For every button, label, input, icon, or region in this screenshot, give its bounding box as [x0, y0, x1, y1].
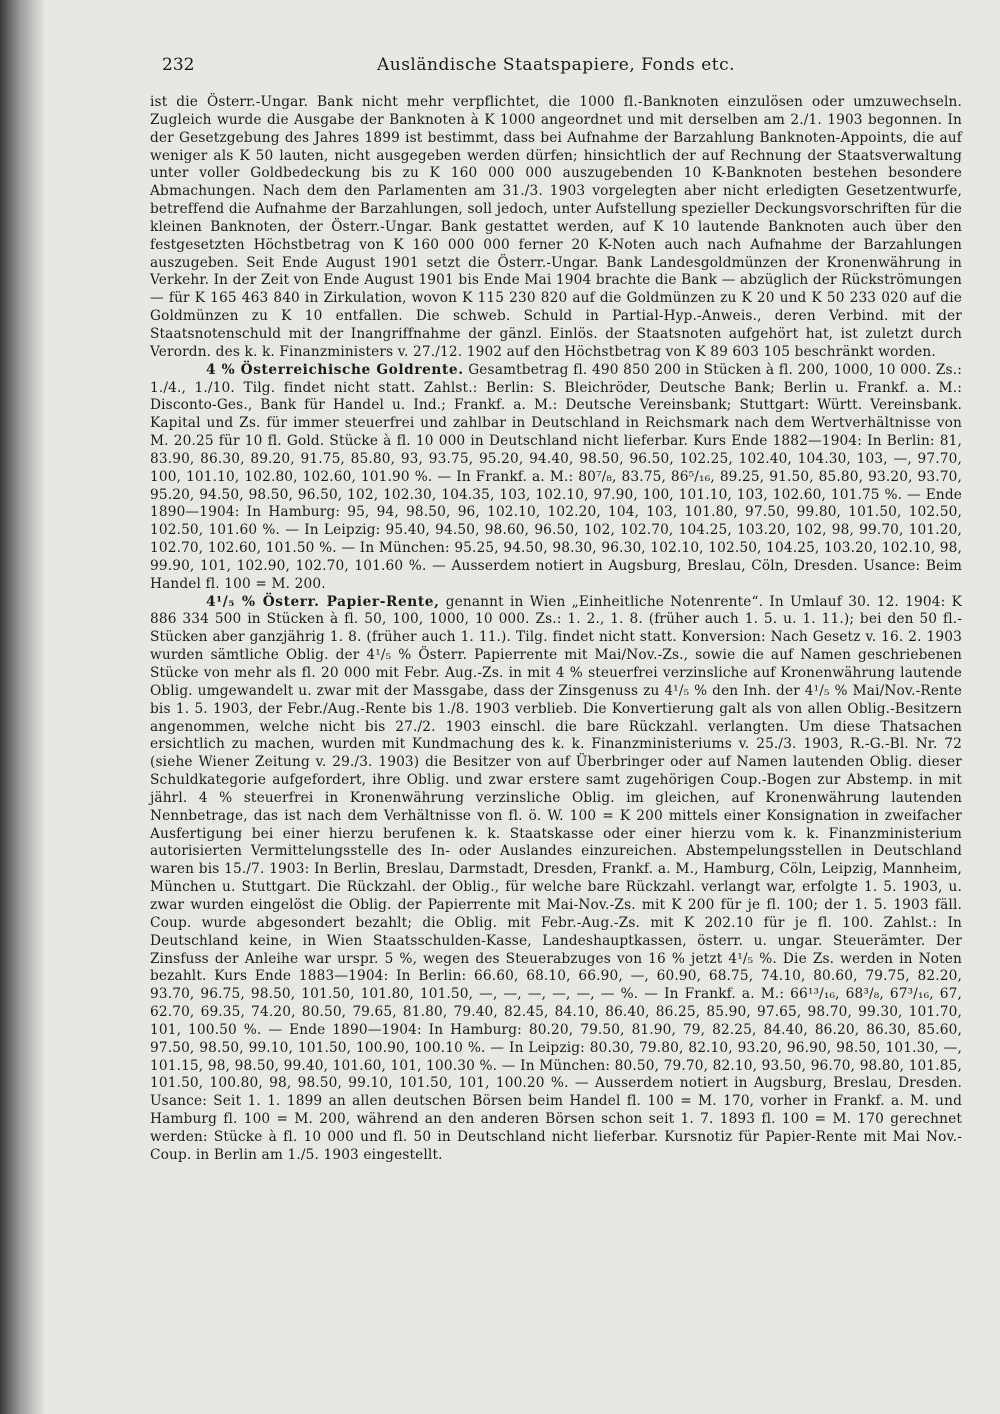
book-page	[150, 50, 962, 1390]
section-heading-goldrente: 4 % Österreichische Goldrente.	[206, 361, 464, 378]
paragraph-text: Gesamtbetrag fl. 490 850 200 in Stücken à fl. 200, 1000, 10 000. Zs.: 1./4., 1./10. Tilg. findet nicht statt. Zahlst.: Berlin: S. Bleichröder, Deutsche Bank; Berlin u. Frankf. a. M.: Disconto-Ges., Bank für Handel u. Ind.; Frankf. a. M.: Deutsche Vereinsbank; Stuttgart: Württ. Vereinsbank. Kapital und Zs. für immer steuerfrei und zahlbar in Deutschland in Reichsmark nach dem Wertverhältnisse von M. 20.25 für 10 fl. Gold. Stücke à fl. 10 000 in Deutschland nicht lieferbar. Kurs Ende 1882—1904: In Berlin: 81, 83.90, 86.30, 89.20, 91.75, 85.80, 93, 93.75, 95.20, 94.40, 98.50, 96.50, 102.25, 102.40, 104.30, 103, —, 97.70, 100, 101.10, 102.80, 102.60, 101.90 %. — In Frankf. a. M.: 80⁷/₈, 83.75, 86⁵/₁₆, 89.25, 91.50, 85.80, 93.20, 93.70, 95.20, 94.50, 98.50, 96.50, 102, 102.30, 104.35, 103, 102.10, 97.90, 100, 101.10, 103, 102.60, 101.75 %. — Ende 1890—1904: In Hamburg: 95, 94, 98.50, 96, 102.10, 102.20, 104, 103, 101.80, 97.50, 99.80, 101.50, 102.50, 102.50, 101.60 %. — In Leipzig: 95.40, 94.50, 98.60, 96.50, 102, 102.70, 104.25, 103.20, 102, 98, 99.70, 101.20, 102.70, 102.60, 101.50 %. — In München: 95.25, 94.50, 98.30, 96.30, 102.10, 102.50, 104.25, 103.20, 102.10, 98, 99.90, 101, 102.90, 102.70, 101.60 %. — Ausserdem notiert in Augsburg, Breslau, Cöln, Dresden. Usance: Beim Handel fl. 100 = M. 200.	[150, 361, 962, 592]
paragraph-text: ist die Österr.-Ungar. Bank nicht mehr verpflichtet, die 1000 fl.-Banknoten einzulösen oder umzuwechseln. Zugleich wurde die Ausgabe der Banknoten à K 1000 angeordnet und mit derselben am 2./1. 1903 begonnen. In der Gesetzgebung des Jahres 1899 ist bestimmt, dass bei Aufnahme der Barzahlung Banknoten-Appoints, die auf weniger als K 50 lauten, nicht ausgegeben werden dürfen; hinsichtlich der auf Rechnung der Staatsverwaltung unter voller Goldbedeckung bis zu K 160 000 000 auszugebenden 10 K-Banknoten bestehen besondere Abmachungen. Nach dem den Parlamenten am 31./3. 1903 vorgelegten aber nicht erledigten Gesetzentwurfe, betreffend die Aufnahme der Barzahlungen, soll jedoch, unter Aufstellung spezieller Deckungsvorschriften für die kleinen Banknoten, der Österr.-Ungar. Bank gestattet werden, auf K 10 lautende Banknoten auch über den festgesetzten Höchstbetrag von K 160 000 000 ferner 20 K-Noten auch nach Aufnahme der Barzahlungen auszugeben. Seit Ende August 1901 setzt die Österr.-Ungar. Bank Landesgoldmünzen der Kronenwährung in Verkehr. In der Zeit von Ende August 1901 bis Ende Mai 1904 brachte die Bank — abzüglich der Rückströmungen — für K 165 463 840 in Zirkulation, wovon K 115 230 820 auf die Goldmünzen zu K 20 und K 50 233 020 auf die Goldmünzen zu K 10 entfallen. Die schweb. Schuld in Partial-Hyp.-Anweis., deren Verbind. mit der Staatsnotenschuld mit der Inangriffnahme der gänzl. Einlös. der Staatsnoten aufgehört hat, ist zuletzt durch Verordn. des k. k. Finanzministers v. 27./12. 1902 auf den Höchstbetrag von K 89 603 105 beschränkt worden.	[150, 94, 962, 360]
scan-edge-shadow	[0, 0, 46, 1414]
page-header	[150, 50, 962, 80]
paragraph-papier-rente	[150, 594, 962, 1165]
body-text	[150, 94, 962, 1165]
running-title: Ausländische Staatspapiere, Fonds etc.	[376, 55, 736, 75]
paragraph-text: genannt in Wien „Einheitliche Notenrente“. In Umlauf 30. 12. 1904: K 886 334 500 in Stücken à fl. 50, 100, 1000, 10 000. Zs.: 1. 2., 1. 8. (früher auch 1. 5. u. 1. 11.); bei den 50 fl.-Stücken aber ganzjährig 1. 8. (früher auch 1. 11.). Tilg. findet nicht statt. Konversion: Nach Gesetz v. 16. 2. 1903 wurden sämtliche Oblig. der 4¹/₅ % Österr. Papierrente mit Mai/Nov.-Zs., sowie die auf Namen geschriebenen Stücke von mehr als fl. 20 000 mit Febr. Aug.-Zs. in mit 4 % steuerfrei verzinsliche auf Kronenwährung lautende Oblig. umgewandelt u. zwar mit der Massgabe, dass der Zinsgenuss zu 4¹/₅ % den Inh. der 4¹/₅ % Mai/Nov.-Rente bis 1. 5. 1903, der Febr./Aug.-Rente bis 1./8. 1903 verblieb. Die Konvertierung galt als von allen Oblig.-Besitzern angenommen, welche nicht bis 27./2. 1903 einschl. die bare Rückzahl. verlangten. Um diese Thatsachen ersichtlich zu machen, wurden mit Kundmachung des k. k. Finanzministeriums v. 25./3. 1903, R.-G.-Bl. Nr. 72 (siehe Wiener Zeitung v. 29./3. 1903) die Besitzer von auf Überbringer oder auf Namen lautenden Oblig. dieser Schuldkategorie aufgefordert, ihre Oblig. und zwar erstere samt zugehörigen Coup.-Bogen zur Abstemp. in mit jährl. 4 % steuerfrei in Kronenwährung verzinsliche Oblig. im gleichen, auf Kronenwährung lautenden Nennbetrage, das ist nach dem Verhältnisse von fl. ö. W. 100 = K 200 mittels einer Konsignation in zweifacher Ausfertigung bei einer hierzu berufenen k. k. Staatskasse oder einer hierzu vom k. k. Finanzministerium autorisierten Vermittelungsstelle des In- oder Auslandes einzureichen. Abstempelungsstellen in Deutschland waren bis 15./7. 1903: In Berlin, Breslau, Darmstadt, Dresden, Frankf. a. M., Hamburg, Cöln, Leipzig, Mannheim, München u. Stuttgart. Die Rückzahl. der Oblig., für welche bare Rückzahl. verlangt war, erfolgte 1. 5. 1903, u. zwar wurden eingelöst die Oblig. der Papierrente mit Mai-Nov.-Zs. mit K 200 für je fl. 100; der 1. 5. 1903 fäll. Coup. wurde abgesondert bezahlt; die Oblig. mit Febr.-Aug.-Zs. mit K 202.10 für je fl. 100. Zahlst.: In Deutschland keine, in Wien Staatsschulden-Kasse, Landeshauptkassen, österr. u. ungar. Steuerämter. Der Zinsfuss der Anleihe war urspr. 5 %, wegen des Steuerabzuges von 16 % jetzt 4¹/₅ %. Die Zs. werden in Noten bezahlt. Kurs Ende 1883—1904: In Berlin: 66.60, 68.10, 66.90, —, 60.90, 68.75, 74.10, 80.60, 79.75, 82.20, 93.70, 96.75, 98.50, 101.50, 101.80, 101.50, —, —, —, —, —, — %. — In Frankf. a. M.: 66¹³/₁₆, 68³/₈, 67³/₁₆, 67, 62.70, 69.35, 74.20, 80.50, 79.65, 81.80, 79.40, 82.45, 84.10, 86.40, 86.25, 85.90, 97.65, 98.70, 99.30, 101.70, 101, 100.50 %. — Ende 1890—1904: In Hamburg: 80.20, 79.50, 81.90, 79, 82.25, 84.40, 86.20, 86.30, 85.60, 97.50, 98.50, 99.10, 101.50, 100.90, 100.10 %. — In Leipzig: 80.30, 79.80, 82.10, 93.20, 96.90, 98.50, 101.30, —, 101.15, 98, 98.50, 99.40, 101.60, 101, 100.30 %. — In München: 80.50, 79.70, 82.10, 93.50, 96.70, 98.80, 101.85, 101.50, 100.80, 98, 98.50, 99.10, 101.50, 101, 100.20 %. — Ausserdem notiert in Augsburg, Breslau, Dresden. Usance: Seit 1. 1. 1899 an allen deutschen Börsen beim Handel fl. 100 = M. 170, vorher in Frankf. a. M. und Hamburg fl. 100 = M. 200, während an den anderen Börsen schon seit 1. 7. 1893 fl. 100 = M. 170 gerechnet werden: Stücke à fl. 10 000 und fl. 50 in Deutschland nicht lieferbar. Kursnotiz für Papier-Rente mit Mai Nov.-Coup. in Berlin am 1./5. 1903 eingestellt.	[150, 593, 962, 1163]
page-number: 232	[162, 55, 195, 75]
paragraph-goldrente	[150, 362, 962, 594]
paragraph-banknotes	[150, 94, 962, 362]
section-heading-papier-rente: 4¹/₅ % Österr. Papier-Rente,	[206, 593, 440, 610]
